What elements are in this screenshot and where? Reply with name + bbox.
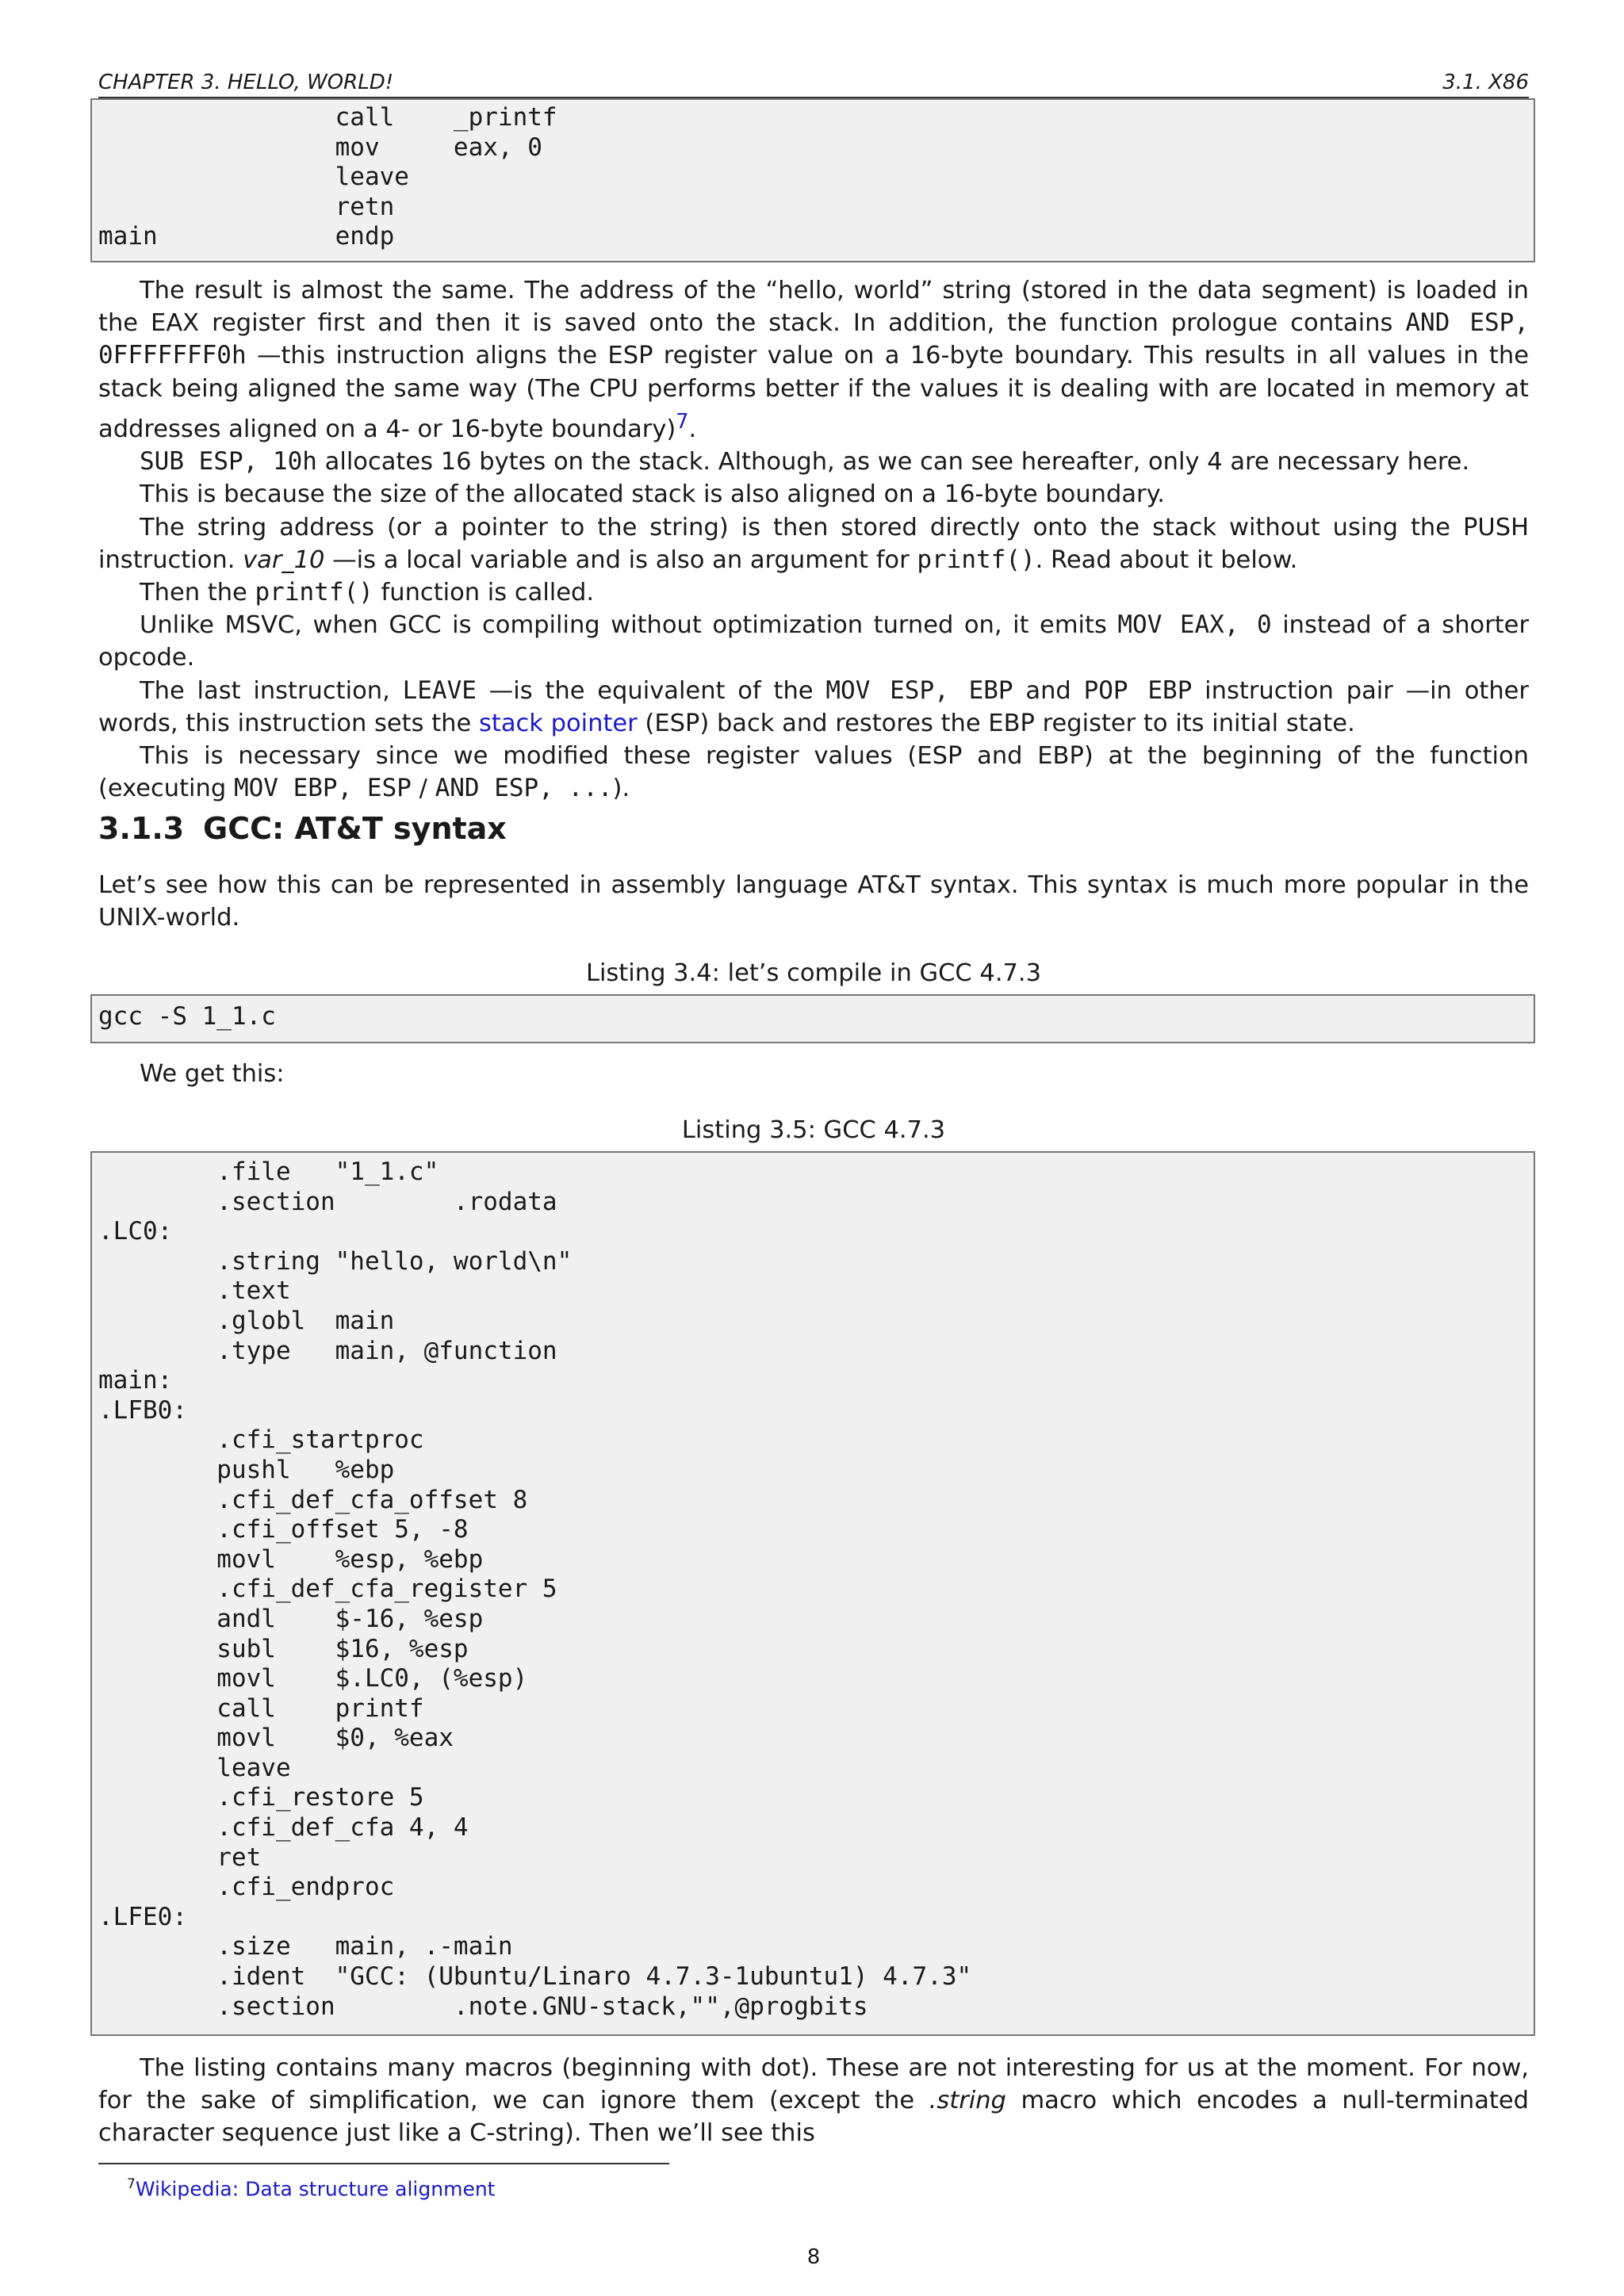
code-listing-3-5: .file "1_1.c" .section .rodata .LC0: .string "hello, world\n" .text .globl main .type main, @function main: .LFB0: .cfi_startproc pushl %ebp .cfi_def_cfa_offset 8 .cfi_offset 5, -8 movl %esp, %ebp .cfi_def_cfa_register 5 andl $-16, %esp subl $16, %esp movl $.LC0, (%esp) call printf movl $0, %eax leave .cfi_restore 5 .cfi_def_cfa 4, 4 ret .cfi_endproc .LFE0: .size main, .-main .ident "GCC: (Ubuntu/Linaro 4.7.3-1ubuntu1) 4.7.3" .section .note.GNU-stack,"",@progbits — [90, 1151, 1535, 2036]
code-listing-top: call _printf mov eax, 0 leave retn main endp — [90, 98, 1535, 262]
paragraph: Then the printf() function is called. — [140, 577, 595, 607]
footnote-link[interactable]: Wikipedia: Data structure alignment — [135, 2177, 496, 2201]
paragraph: The last instruction, LEAVE —is the equivalent of the MOV ESP, EBP and POP EBP instruction pair —in other words, this instruction sets the stack pointer (ESP) back and restores the EBP register to its initial state. — [98, 675, 1529, 737]
body-text-upper — [98, 274, 1529, 805]
section-heading: 3.1.3 GCC: AT&T syntax — [98, 811, 507, 846]
stack-pointer-link[interactable]: stack pointer — [478, 709, 638, 737]
paragraph: The result is almost the same. The address of the “hello, world” string (stored in the data segment) is loaded in the EAX register first and then it is saved onto the stack. In addition, the function prologue contains AND ESP, 0FFFFFFF0h —this instruction aligns the ESP register value on a 16-byte boundary. This results in all values in the stack being aligned the same way (The CPU performs better if the values it is dealing with are located in memory at addresses aligned on a 4- or 16-byte boundary)$^7$. — [98, 277, 1529, 443]
paragraph: This is necessary since we modified these register values (ESP and EBP) at the beginning of the function (executing MOV EBP, ESP / AND ESP, ...). — [98, 742, 1529, 803]
paragraph: Let’s see how this can be represented in assembly language AT&T syntax. This syntax is much more popular in the UNIX-world. — [98, 871, 1529, 932]
header-section: 3.1. X86 — [1442, 71, 1529, 94]
listing-caption-3-5: Listing 3.5: GCC 4.7.3 — [681, 1116, 946, 1144]
paragraph: The listing contains many macros (beginning with dot). These are not interesting for us at the moment. For now, for the sake of simplification, we can ignore them (except the .string macro which encodes a null-terminated character sequence just like a C-string). Then we’ll see this — [98, 2054, 1529, 2148]
listing-caption-3-4: Listing 3.4: let’s compile in GCC 4.7.3 — [585, 959, 1042, 987]
paragraph: The string address (or a pointer to the string) is then stored directly onto the stack without using the PUSH instruction. var_10 —is a local variable and is also an argument for printf(). Read about it below. — [98, 513, 1529, 574]
footnote: $^7$Wikipedia: Data structure alignment — [127, 2176, 496, 2201]
paragraph: SUB ESP, 10h allocates 16 bytes on the stack. Although, as we can see hereafter, only 4 are necessary here. — [140, 447, 1470, 476]
footnote-divider — [98, 2163, 669, 2164]
document-page — [98, 0, 1529, 2296]
footnote-ref[interactable]: 7 — [676, 408, 689, 433]
paragraph: We get this: — [140, 1060, 285, 1088]
body-text-lower — [98, 2052, 1529, 2150]
running-header — [98, 68, 1529, 98]
paragraph: Unlike MSVC, when GCC is compiling without optimization turned on, it emits MOV EAX, 0 instead of a shorter opcode. — [98, 610, 1529, 672]
page-number: 8 — [806, 2245, 821, 2269]
paragraph: This is because the size of the allocated stack is also aligned on a 16-byte boundary. — [140, 480, 1165, 509]
header-chapter: CHAPTER 3. HELLO, WORLD! — [98, 71, 394, 94]
code-listing-3-4: gcc -S 1_1.c — [90, 994, 1535, 1043]
body-text-we-get — [98, 1058, 1529, 1090]
section-intro — [98, 869, 1529, 934]
